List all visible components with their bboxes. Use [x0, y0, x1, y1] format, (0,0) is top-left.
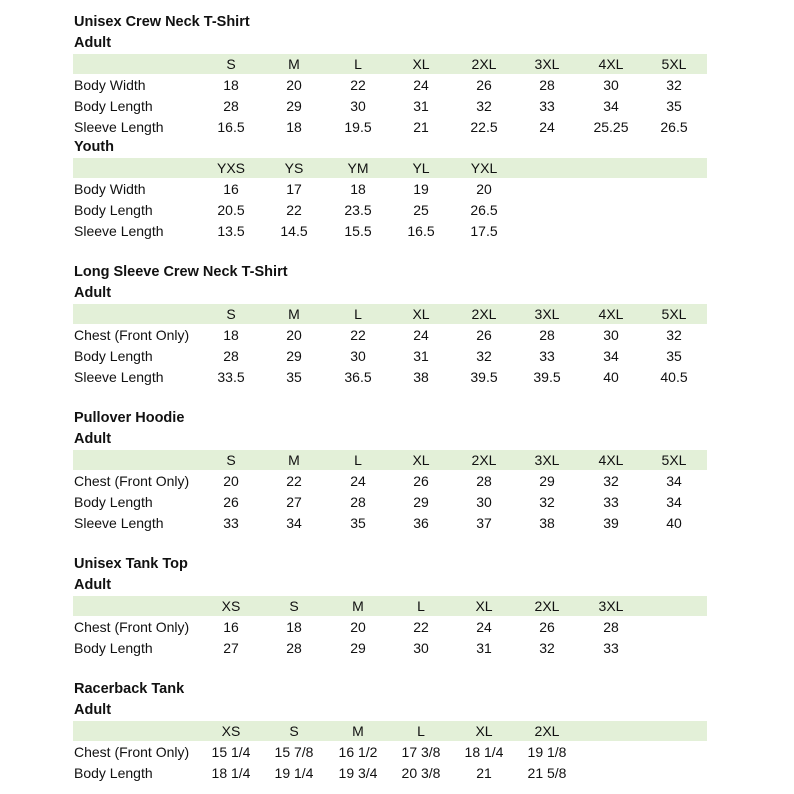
measurement-label: Body Width	[74, 181, 146, 198]
measurement-value: 15 7/8	[274, 743, 314, 760]
measurement-value: 20	[286, 76, 302, 93]
measurement-row	[0, 617, 794, 637]
measurement-value: 30	[476, 493, 492, 510]
measurement-value: 27	[286, 493, 302, 510]
size-header-cell: S	[226, 55, 236, 72]
size-header-cell: 2XL	[471, 305, 497, 322]
size-header-cell: M	[288, 305, 300, 322]
measurement-value: 29	[286, 347, 302, 364]
size-header-cell: L	[417, 722, 425, 739]
measurement-value: 29	[413, 493, 429, 510]
measurement-value: 19 1/4	[274, 764, 314, 781]
size-header-cell: M	[288, 55, 300, 72]
measurement-value: 16.5	[217, 118, 245, 135]
size-header-cell: 3XL	[534, 305, 560, 322]
measurement-label: Body Length	[74, 764, 153, 781]
size-header-cell: 5XL	[661, 451, 687, 468]
size-header-cell: XS	[221, 722, 241, 739]
size-header-cell: 4XL	[598, 55, 624, 72]
measurement-value: 23.5	[344, 202, 372, 219]
section-title: Unisex Crew Neck T-Shirt	[74, 14, 250, 30]
size-header-cell: 5XL	[661, 305, 687, 322]
measurement-value: 20	[476, 181, 492, 198]
measurement-value: 33	[539, 97, 555, 114]
measurement-label: Body Length	[74, 639, 153, 656]
measurement-value: 30	[350, 347, 366, 364]
measurement-value: 26	[476, 76, 492, 93]
measurement-value: 29	[350, 639, 366, 656]
measurement-value: 30	[413, 639, 429, 656]
size-header-cell: M	[352, 597, 364, 614]
measurement-value: 40	[603, 368, 619, 385]
measurement-value: 17.5	[470, 223, 498, 239]
section-title: Long Sleeve Crew Neck T-Shirt	[74, 264, 288, 280]
measurement-value: 28	[539, 76, 555, 93]
section-title: Pullover Hoodie	[74, 410, 185, 426]
measurement-value: 13.5	[217, 223, 245, 239]
size-header-cell: 2XL	[471, 451, 497, 468]
measurement-label: Sleeve Length	[74, 368, 164, 385]
measurement-value: 33	[603, 639, 619, 656]
size-header-cell: XL	[475, 722, 493, 739]
measurement-label: Body Length	[74, 97, 153, 114]
measurement-value: 32	[603, 472, 619, 489]
size-header-cell: XL	[475, 597, 493, 614]
size-header-cell: 3XL	[598, 597, 624, 614]
measurement-row	[0, 763, 794, 783]
measurement-label: Body Length	[74, 347, 153, 364]
measurement-label: Chest (Front Only)	[74, 472, 190, 489]
measurement-value: 30	[603, 76, 619, 93]
section-title: Unisex Tank Top	[74, 556, 188, 572]
size-header-row	[0, 721, 794, 741]
measurement-value: 31	[413, 347, 429, 364]
measurement-value: 34	[666, 472, 682, 489]
measurement-value: 28	[223, 347, 239, 364]
measurement-value: 26	[413, 472, 429, 489]
measurement-value: 38	[539, 514, 555, 531]
measurement-value: 39	[603, 514, 619, 531]
size-header-cell: S	[226, 305, 236, 322]
measurement-value: 18	[223, 76, 239, 93]
measurement-label: Sleeve Length	[74, 223, 164, 239]
measurement-row	[0, 471, 794, 491]
measurement-value: 18	[223, 326, 239, 343]
measurement-value: 39.5	[470, 368, 498, 385]
measurement-value: 31	[413, 97, 429, 114]
measurement-value: 40	[666, 514, 682, 531]
measurement-value: 27	[223, 639, 239, 656]
measurement-value: 32	[666, 326, 682, 343]
size-header-row	[0, 596, 794, 616]
section-title: Racerback Tank	[74, 681, 185, 697]
measurement-value: 34	[603, 97, 619, 114]
measurement-row	[0, 367, 794, 387]
measurement-value: 26	[223, 493, 239, 510]
measurement-value: 22	[286, 202, 302, 219]
group-label: Adult	[74, 284, 112, 301]
size-header-cell: 4XL	[598, 305, 624, 322]
measurement-label: Body Length	[74, 202, 153, 219]
measurement-value: 35	[666, 97, 682, 114]
size-header-row	[0, 158, 794, 178]
size-header-cell: L	[417, 597, 425, 614]
measurement-value: 35	[286, 368, 302, 385]
measurement-value: 16	[223, 181, 239, 198]
measurement-row	[0, 75, 794, 95]
measurement-value: 21 5/8	[527, 764, 567, 781]
measurement-value: 14.5	[280, 223, 308, 239]
measurement-value: 25	[413, 202, 429, 219]
group-label: Adult	[74, 576, 112, 593]
measurement-value: 30	[603, 326, 619, 343]
measurement-value: 32	[539, 493, 555, 510]
size-header-cell: YL	[412, 160, 430, 177]
size-header-row	[0, 54, 794, 74]
measurement-value: 20 3/8	[401, 764, 441, 781]
measurement-value: 36	[413, 514, 429, 531]
measurement-value: 19	[413, 181, 429, 198]
measurement-value: 22	[413, 618, 429, 635]
measurement-row	[0, 513, 794, 533]
measurement-value: 35	[350, 514, 366, 531]
measurement-value: 28	[476, 472, 492, 489]
measurement-value: 18 1/4	[211, 764, 251, 781]
measurement-value: 29	[539, 472, 555, 489]
measurement-value: 32	[539, 639, 555, 656]
size-header-cell: M	[288, 451, 300, 468]
group-label: Adult	[74, 34, 112, 51]
measurement-value: 28	[286, 639, 302, 656]
size-header-cell: XL	[412, 451, 430, 468]
measurement-row	[0, 117, 794, 137]
measurement-value: 28	[350, 493, 366, 510]
measurement-value: 40.5	[660, 368, 688, 385]
measurement-value: 21	[413, 118, 429, 135]
measurement-value: 26	[476, 326, 492, 343]
measurement-value: 16 1/2	[338, 743, 378, 760]
measurement-value: 19 3/4	[338, 764, 378, 781]
measurement-value: 31	[476, 639, 492, 656]
measurement-row	[0, 346, 794, 366]
measurement-value: 20.5	[217, 202, 245, 219]
measurement-value: 16.5	[407, 223, 435, 239]
size-header-cell: 2XL	[471, 55, 497, 72]
measurement-value: 21	[476, 764, 492, 781]
measurement-value: 26	[539, 618, 555, 635]
measurement-row	[0, 492, 794, 512]
measurement-value: 28	[539, 326, 555, 343]
size-header-row	[0, 450, 794, 470]
measurement-row	[0, 638, 794, 658]
size-header-cell: 3XL	[534, 55, 560, 72]
measurement-value: 22.5	[470, 118, 498, 135]
size-header-cell: M	[352, 722, 364, 739]
measurement-value: 25.25	[593, 118, 629, 135]
measurement-value: 39.5	[533, 368, 561, 385]
measurement-value: 32	[476, 97, 492, 114]
measurement-value: 32	[666, 76, 682, 93]
measurement-value: 20	[223, 472, 239, 489]
measurement-row	[0, 96, 794, 116]
size-header-cell: XS	[221, 597, 241, 614]
size-header-cell: YXS	[216, 160, 245, 177]
measurement-value: 30	[350, 97, 366, 114]
size-header-cell: YS	[284, 160, 304, 177]
measurement-value: 34	[286, 514, 302, 531]
measurement-value: 18	[286, 618, 302, 635]
measurement-value: 19.5	[344, 118, 372, 135]
measurement-label: Chest (Front Only)	[74, 326, 190, 343]
measurement-value: 37	[476, 514, 492, 531]
measurement-value: 33	[223, 514, 239, 531]
measurement-value: 19 1/8	[527, 743, 567, 760]
measurement-value: 15 1/4	[211, 743, 251, 760]
measurement-value: 24	[476, 618, 492, 635]
measurement-label: Sleeve Length	[74, 118, 164, 135]
measurement-value: 20	[350, 618, 366, 635]
group-label: Youth	[74, 139, 114, 156]
measurement-label: Body Length	[74, 493, 153, 510]
size-header-cell: YM	[347, 160, 369, 177]
measurement-value: 33	[603, 493, 619, 510]
size-header-cell: S	[289, 597, 299, 614]
measurement-value: 17 3/8	[401, 743, 441, 760]
size-header-cell: L	[354, 55, 362, 72]
measurement-value: 26.5	[470, 202, 498, 219]
measurement-value: 22	[350, 76, 366, 93]
measurement-value: 17	[286, 181, 302, 198]
measurement-label: Chest (Front Only)	[74, 743, 190, 760]
measurement-value: 35	[666, 347, 682, 364]
measurement-value: 33	[539, 347, 555, 364]
measurement-value: 18	[286, 118, 302, 135]
size-header-cell: XL	[412, 305, 430, 322]
measurement-label: Sleeve Length	[74, 514, 164, 531]
measurement-value: 18 1/4	[464, 743, 504, 760]
measurement-row	[0, 742, 794, 762]
measurement-value: 34	[666, 493, 682, 510]
measurement-value: 33.5	[217, 368, 245, 385]
measurement-value: 24	[350, 472, 366, 489]
measurement-value: 26.5	[660, 118, 688, 135]
measurement-value: 22	[350, 326, 366, 343]
size-header-cell: YXL	[470, 160, 498, 177]
size-header-cell: S	[226, 451, 236, 468]
measurement-label: Chest (Front Only)	[74, 618, 190, 635]
size-header-cell: 5XL	[661, 55, 687, 72]
measurement-value: 34	[603, 347, 619, 364]
measurement-value: 28	[223, 97, 239, 114]
measurement-value: 36.5	[344, 368, 372, 385]
group-label: Adult	[74, 430, 112, 447]
size-header-cell: L	[354, 305, 362, 322]
measurement-label: Body Width	[74, 76, 146, 93]
size-header-cell: XL	[412, 55, 430, 72]
group-label: Adult	[74, 701, 112, 718]
size-header-cell: L	[354, 451, 362, 468]
size-header-row	[0, 304, 794, 324]
measurement-row	[0, 325, 794, 345]
measurement-row	[0, 221, 794, 241]
measurement-value: 22	[286, 472, 302, 489]
measurement-row	[0, 179, 794, 199]
size-header-cell: 4XL	[598, 451, 624, 468]
size-header-cell: S	[289, 722, 299, 739]
measurement-value: 16	[223, 618, 239, 635]
size-header-cell: 3XL	[534, 451, 560, 468]
measurement-value: 24	[539, 118, 555, 135]
size-header-cell: 2XL	[534, 722, 560, 739]
measurement-value: 38	[413, 368, 429, 385]
measurement-value: 24	[413, 76, 429, 93]
measurement-value: 20	[286, 326, 302, 343]
measurement-value: 32	[476, 347, 492, 364]
size-header-cell: 2XL	[534, 597, 560, 614]
measurement-value: 24	[413, 326, 429, 343]
measurement-value: 28	[603, 618, 619, 635]
measurement-value: 29	[286, 97, 302, 114]
measurement-row	[0, 200, 794, 220]
measurement-value: 18	[350, 181, 366, 198]
measurement-value: 15.5	[344, 223, 372, 239]
